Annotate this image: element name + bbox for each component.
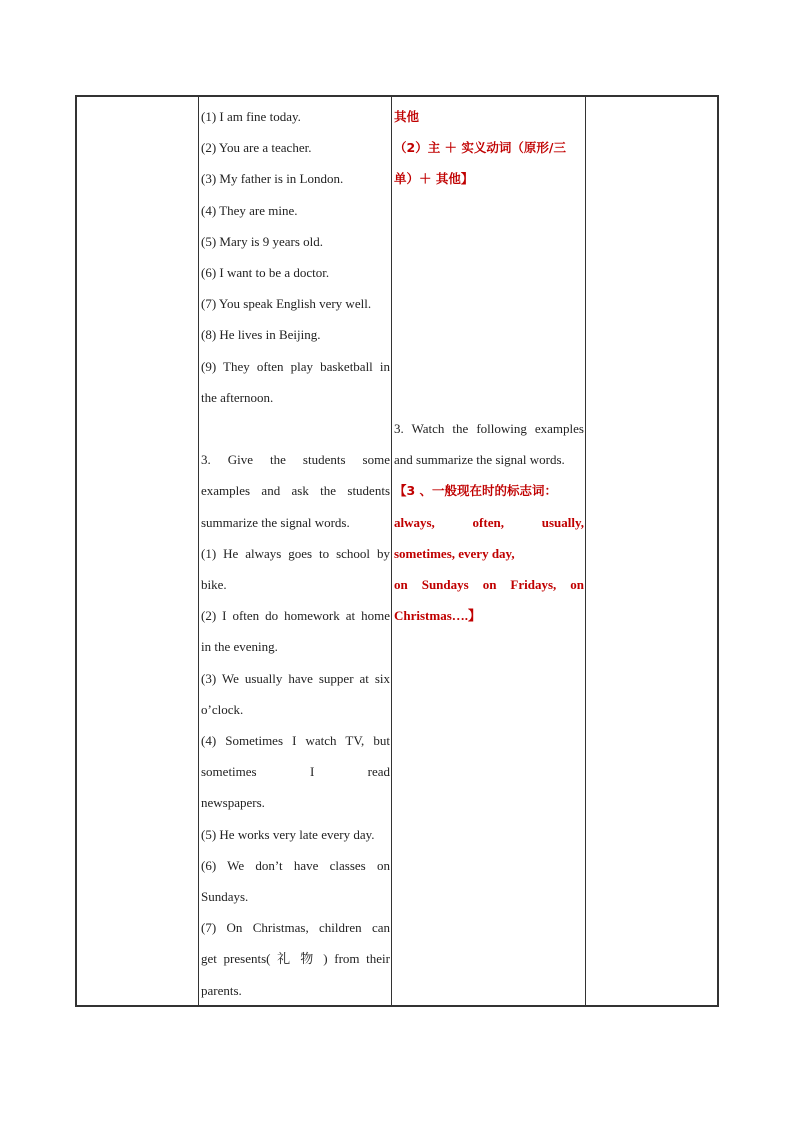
example-line: (1) I am fine today. [201, 109, 301, 124]
procedure-text [199, 97, 391, 1006]
example-line: bike. [201, 577, 227, 593]
example-line: newspapers. [201, 795, 265, 811]
grammar-note-line: 其他 [394, 109, 420, 124]
example-line: (7) You speak English very well. [201, 296, 372, 312]
instruction-line: 3. Give the students some [201, 452, 390, 468]
signal-words-line: Christmas….】 [394, 608, 482, 624]
table-column-blank-left [77, 97, 199, 1005]
table-column-notes [392, 97, 586, 1005]
example-line: (3) We usually have supper at six [201, 670, 390, 686]
example-line: in the evening. [201, 639, 278, 655]
example-line: the afternoon. [201, 389, 274, 405]
example-line: (4) Sometimes I watch TV, but [201, 733, 390, 749]
example-line: o’clock. [201, 701, 244, 717]
example-line: (1) He always goes to school by [201, 545, 390, 561]
watch-instruction-line: 3. Watch the following examples [394, 420, 584, 436]
example-line: (4) They are mine. [201, 202, 298, 218]
table-column-procedure [199, 97, 392, 1005]
example-line: (2) You are a teacher. [201, 140, 312, 156]
signal-words-line: always, often, usually, [394, 514, 584, 530]
watch-instruction-line: and summarize the signal words. [394, 452, 565, 468]
example-line: (5) Mary is 9 years old. [201, 233, 324, 249]
instruction-line: summarize the signal words. [201, 514, 350, 530]
table-column-blank-right [586, 97, 717, 1005]
example-line: parents. [201, 982, 242, 998]
example-line: (9) They often play basketball in [201, 358, 390, 374]
instruction-line: examples and ask the students [201, 483, 390, 499]
example-line: (7) On Christmas, children can [201, 920, 390, 936]
example-line: get presents( 礼 物 ) from their [201, 951, 390, 967]
blank-line [201, 413, 390, 444]
signal-words-line: on Sundays on Fridays, on [394, 576, 584, 592]
example-line: (8) He lives in Beijing. [201, 327, 321, 343]
signal-words-header: 【3 、一般现在时的标志词： [394, 483, 558, 499]
example-line: Sundays. [201, 889, 249, 905]
notes-text [392, 97, 585, 631]
example-line: (6) We don’t have classes on [201, 857, 390, 873]
example-line: (5) He works very late every day. [201, 826, 375, 842]
grammar-note-line: （2）主 ＋ 实义动词（原形/三 [394, 140, 566, 156]
example-line: (6) I want to be a doctor. [201, 265, 330, 281]
grammar-note-line: 单）＋ 其他】 [394, 171, 474, 187]
example-line: sometimes I read [201, 764, 390, 780]
lesson-table [75, 95, 719, 1007]
signal-words-line: sometimes, every day, [394, 545, 515, 561]
example-line: (2) I often do homework at home [201, 608, 390, 624]
example-line: (3) My father is in London. [201, 171, 344, 187]
